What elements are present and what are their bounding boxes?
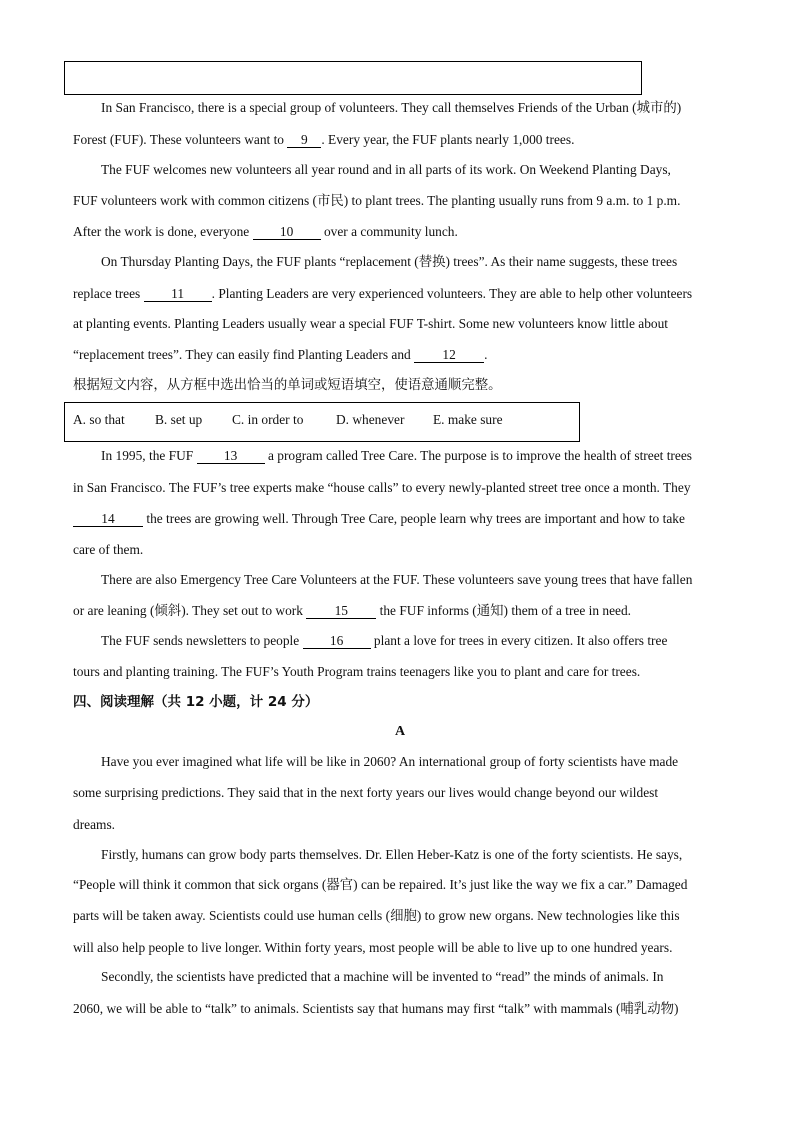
passage1-line: at planting events. Planting Leaders usually wear a special FUF T-shirt. Some new volunteers know little about <box>73 316 669 331</box>
passage-a-line: some surprising predictions. They said that in the next forty years our lives would change beyond our wildest <box>73 785 659 800</box>
passage-a-line: Have you ever imagined what life will be like in 2060? An international group of forty scientists have made <box>101 754 679 769</box>
passage1-line: After the work is done, everyone 10 over a community lunch. <box>73 224 458 239</box>
passage1-line: Forest (FUF). These volunteers want to 9 . Every year, the FUF plants nearly 1,000 trees. <box>73 132 575 147</box>
passage2-line: in San Francisco. The FUF’s tree experts make “house calls” to every newly-planted street tree once a month. They <box>73 480 691 495</box>
passage2-line: 14 the trees are growing well. Through Tree Care, people learn why trees are important and how to take <box>73 511 685 527</box>
passage1-line: FUF volunteers work with common citizens (市民) to plant trees. The planting usually runs from 9 a.m. to 1 p.m. <box>73 193 681 208</box>
blank-14[interactable]: 14 <box>73 512 143 527</box>
part-a-title: A <box>394 724 406 739</box>
blank-12[interactable]: 12 <box>414 348 484 363</box>
passage1-line: replace trees 11 . Planting Leaders are very experienced volunteers. They are able to help other volunteers <box>73 286 693 301</box>
answer-box <box>64 61 642 95</box>
option-d: D. whenever <box>336 412 405 427</box>
passage2-line: or are leaning (倾斜). They set out to work 15 the FUF informs (通知) them of a tree in need. <box>73 603 632 618</box>
blank-11[interactable]: 11 <box>144 287 212 302</box>
passage-a-line: will also help people to live longer. Within forty years, most people will be able to live up to one hundred years. <box>73 940 673 955</box>
passage-a-line: Firstly, humans can grow body parts themselves. Dr. Ellen Heber-Katz is one of the forty scientists. He says, <box>101 847 683 862</box>
section-heading: 四、阅读理解（共 12 小题，计 24 分） <box>73 694 319 710</box>
passage2-line: There are also Emergency Tree Care Volunteers at the FUF. These volunteers save young trees that have fallen <box>101 572 693 587</box>
passage-a-line: parts will be taken away. Scientists could use human cells (细胞) to grow new organs. New technologies like this <box>73 908 680 923</box>
passage1-line: In San Francisco, there is a special group of volunteers. They call themselves Friends of the Urban (城市的) <box>101 100 682 115</box>
passage2-line: tours and planting training. The FUF’s Youth Program trains teenagers like you to plant and care for trees. <box>73 664 641 679</box>
options-row <box>73 412 503 428</box>
blank-9[interactable]: 9 <box>287 133 321 148</box>
passage-a-line: Secondly, the scientists have predicted that a machine will be invented to “read” the minds of animals. In <box>101 969 664 984</box>
option-c: C. in order to <box>232 412 304 427</box>
option-e: E. make sure <box>433 412 503 427</box>
passage1-line: The FUF welcomes new volunteers all year round and in all parts of its work. On Weekend Planting Days, <box>101 162 671 177</box>
passage-a-line: dreams. <box>73 817 116 832</box>
passage-a-line: 2060, we will be able to “talk” to animals. Scientists say that humans may first “talk” with mammals (哺乳动物) <box>73 1001 679 1016</box>
blank-13[interactable]: 13 <box>197 449 265 464</box>
passage2-line: care of them. <box>73 542 144 557</box>
blank-10[interactable]: 10 <box>253 225 321 240</box>
option-a: A. so that <box>73 412 125 427</box>
option-b: B. set up <box>155 412 203 427</box>
blank-15[interactable]: 15 <box>306 604 376 619</box>
blank-16[interactable]: 16 <box>303 634 371 649</box>
passage2-line: The FUF sends newsletters to people 16 plant a love for trees in every citizen. It also offers tree <box>101 633 668 648</box>
passage-a-line: “People will think it common that sick organs (器官) can be repaired. It’s just like the way we fix a car.” Damaged <box>73 877 688 892</box>
passage2-line: In 1995, the FUF 13 a program called Tree Care. The purpose is to improve the health of street trees <box>101 448 692 463</box>
passage1-line: On Thursday Planting Days, the FUF plants “replacement (替换) trees”. As their name suggests, these trees <box>101 254 678 269</box>
passage1-line: “replacement trees”. They can easily find Planting Leaders and 12 . <box>73 347 488 362</box>
instruction: 根据短文内容，从方框中选出恰当的单词或短语填空，使语意通顺完整。 <box>73 377 502 392</box>
